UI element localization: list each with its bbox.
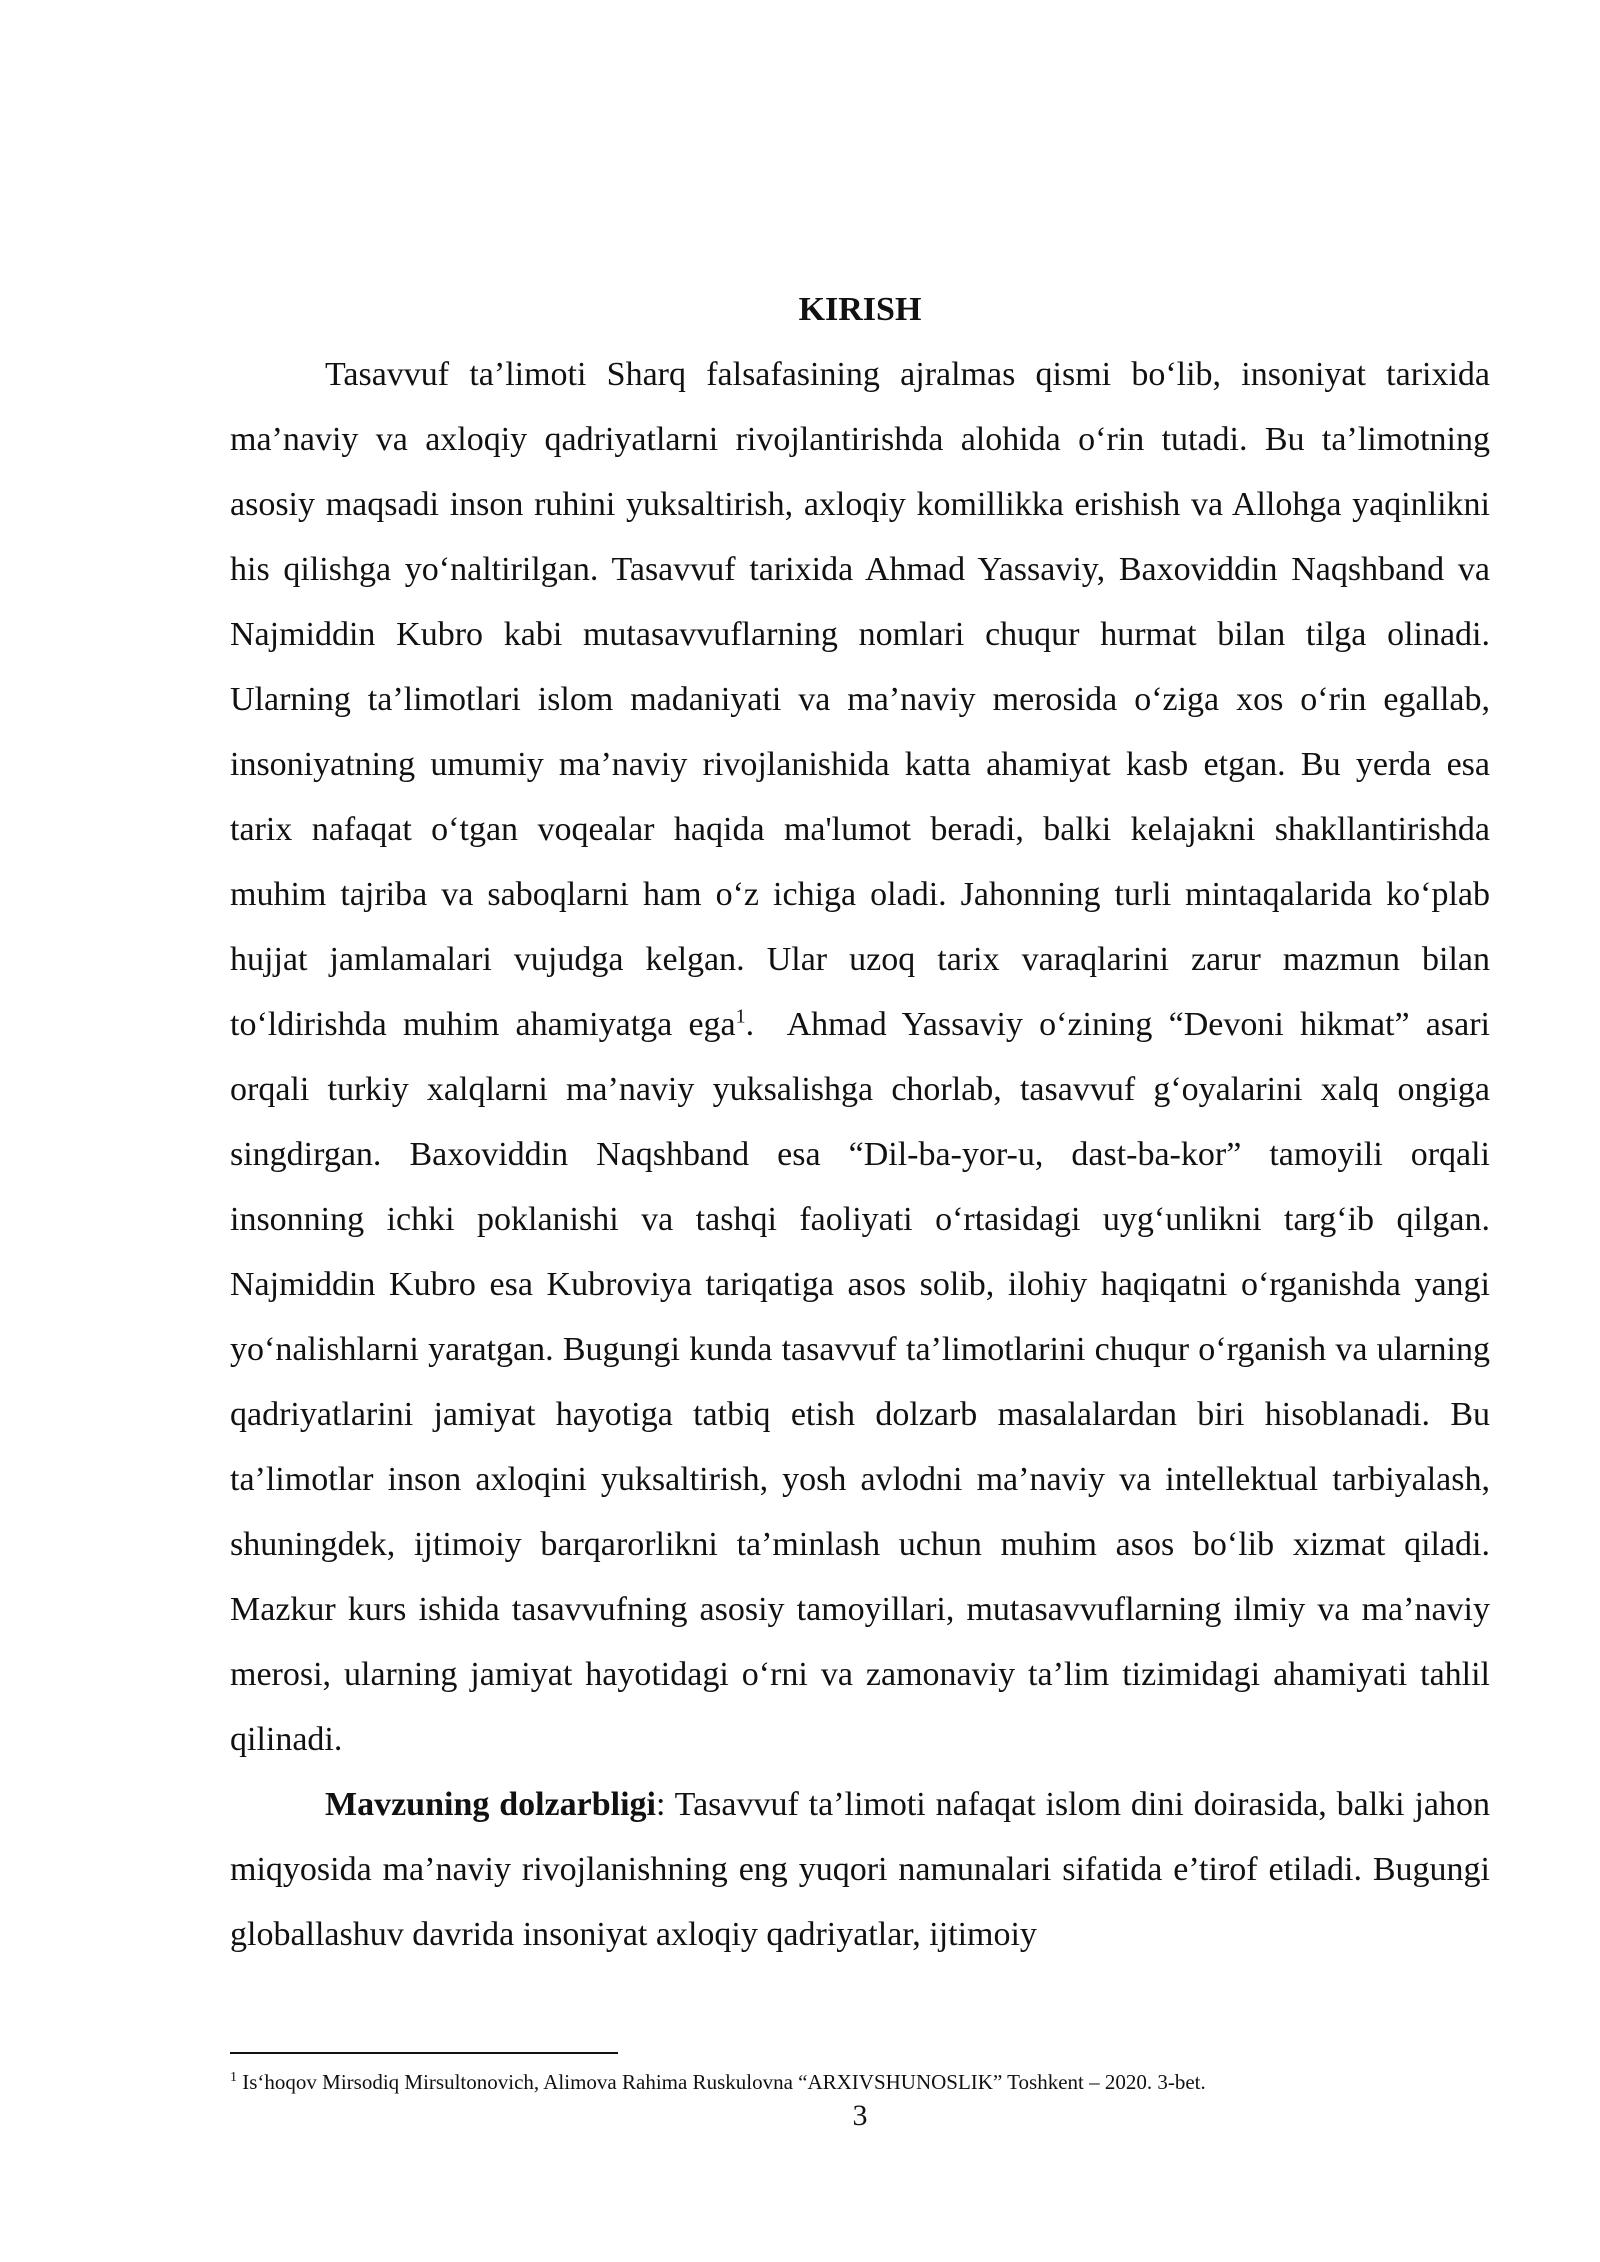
footnote-separator — [230, 2052, 618, 2054]
paragraph-text: Tasavvuf ta’limoti Sharq falsafasining ajralmas qismi bo‘lib, insoniyat tarixida ma’naviy va axloqiy qadriyatlarni rivojlantirishda alohida o‘rin tutadi. Bu ta’limotning asosiy maqsadi inson ruhini yuksaltirish, axloqiy komillikka erishish va Allohga yaqinlikni his qilishga yo‘naltirilgan. Tasavvuf tarixida Ahmad Yassaviy, Baxoviddin Naqshband va Najmiddin Kubro kabi mutasavvuflarning nomlari chuqur hurmat bilan tilga olinadi. Ularning ta’limotlari islom madaniyati va ma’naviy merosida o‘ziga xos o‘rin egallab, insoniyatning umumiy ma’naviy rivojlanishida katta ahamiyat kasb etgan. Bu yerda esa tarix nafaqat o‘tgan voqealar haqida ma'lumot beradi, balki kelajakni shakllantirishda muhim tajriba va saboqlarni ham o‘z ichiga oladi. Jahonning turli mintaqalarida ko‘plab hujjat jamlamalari vujudga kelgan. Ular uzoq tarix varaqlarini zarur mazmun bilan to‘ldirishda muhim ahamiyatga ega — [230, 356, 1490, 1043]
page-title: KIRISH — [798, 291, 922, 328]
paragraph-relevance — [230, 1772, 1490, 1967]
body-text — [230, 342, 1490, 1967]
section-label: Mavzuning dolzarbligi — [325, 1786, 656, 1823]
footnote-reference[interactable]: 1 — [735, 1005, 746, 1028]
paragraph-text-continued: . Ahmad Yassaviy o‘zining “Devoni hikmat” asari orqali turkiy xalqlarni ma’naviy yuksalishga chorlab, tasavvuf g‘oyalarini xalq ongiga singdirgan. Baxoviddin Naqshband esa “Dil-ba-yor-u, dast-ba-kor” tamoyili orqali insonning ichki poklanishi va tashqi faoliyati o‘rtasidagi uyg‘unlikni targ‘ib qilgan. Najmiddin Kubro esa Kubroviya tariqatiga asos solib, ilohiy haqiqatni o‘rganishda yangi yo‘nalishlarni yaratgan. Bugungi kunda tasavvuf ta’limotlarini chuqur o‘rganish va ularning qadriyatlarini jamiyat hayotiga tatbiq etish dolzarb masalalardan biri hisoblanadi. Bu ta’limotlar inson axloqini yuksaltirish, yosh avlodni ma’naviy va intellektual tarbiyalash, shuningdek, ijtimoiy barqarorlikni ta’minlash uchun muhim asos bo‘lib xizmat qiladi. Mazkur kurs ishida tasavvufning asosiy tamoyillari, mutasavvuflarning ilmiy va ma’naviy merosi, ularning jamiyat hayotidagi o‘rni va zamonaviy ta’lim tizimidagi ahamiyati tahlil qilinadi. — [230, 1006, 1490, 1758]
page-number: 3 — [852, 2099, 868, 2132]
footnote-text: Is‘hoqov Mirsodiq Mirsultonovich, Alimova Rahima Ruskulovna “ARXIVSHUNOSLIK” Toshkent – 2020. 3-bet. — [237, 2070, 1206, 2094]
footnote — [230, 2068, 1490, 2096]
footnote-marker: 1 — [230, 2070, 237, 2085]
paragraph-text: : Tasavvuf ta’limoti nafaqat islom dini doirasida, balki jahon miqyosida ma’naviy rivojlanishning eng yuqori namunalari sifatida e’tirof etiladi. Bugungi globallashuv davrida insoniyat axloqiy qadriyatlar, ijtimoiy — [230, 1786, 1490, 1953]
paragraph-introduction — [230, 342, 1490, 1772]
